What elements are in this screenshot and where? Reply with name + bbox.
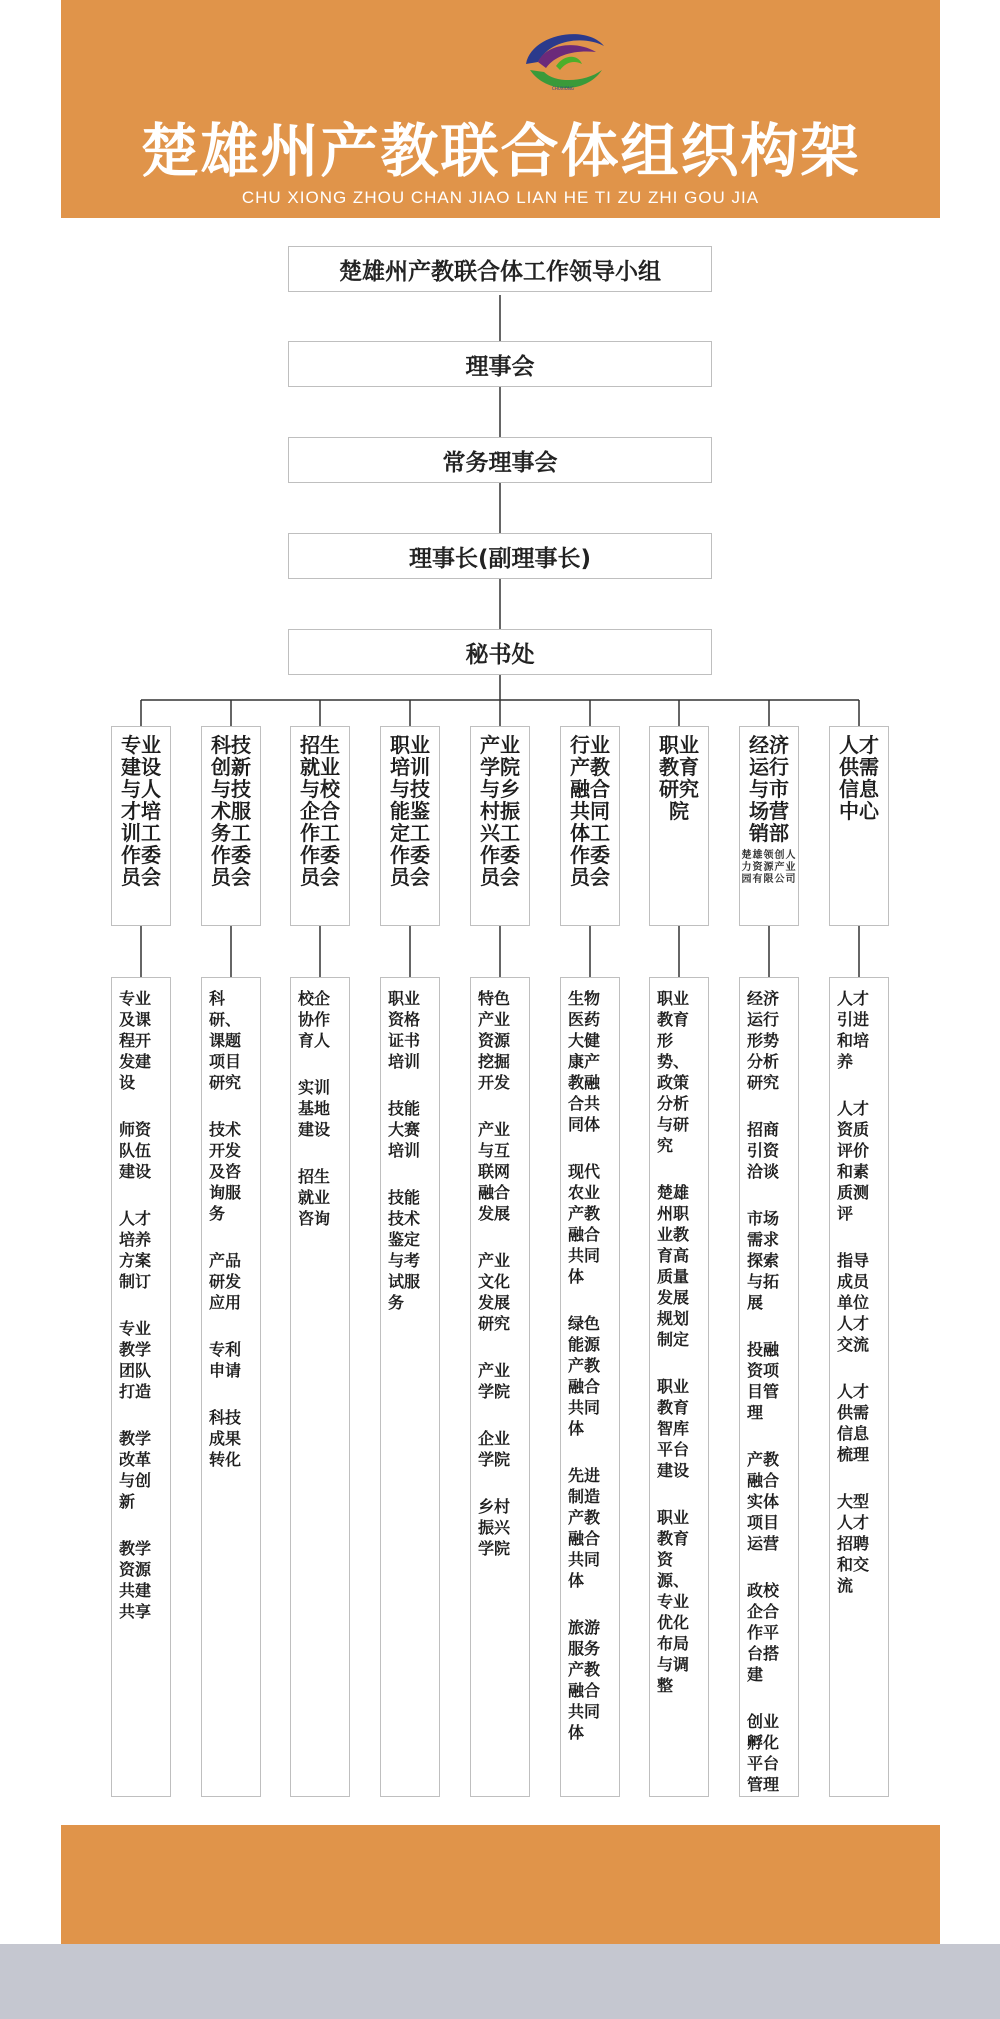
duty-item: 职业教育资源、专业优化布局与调整 bbox=[657, 1508, 690, 1695]
duty-item: 实训基地建设 bbox=[298, 1078, 331, 1139]
duties-box-tech-innovation bbox=[201, 977, 261, 1797]
duty-item: 投融资项目管理 bbox=[747, 1340, 780, 1422]
duty-item: 企业学院 bbox=[478, 1429, 511, 1469]
duty-item: 产业与互联网融合发展 bbox=[478, 1120, 511, 1223]
duties-box-economic-operation bbox=[739, 977, 799, 1797]
dept-box-talent-center bbox=[829, 726, 889, 926]
duty-item: 招生就业咨询 bbox=[298, 1167, 331, 1228]
dept-name: 经济运行与市场营销部 bbox=[749, 733, 789, 845]
svg-text:CHUXIONG: CHUXIONG bbox=[552, 86, 574, 91]
duty-item: 科研、课题项目研究 bbox=[209, 989, 242, 1092]
dept-name: 人才供需信息中心 bbox=[839, 733, 879, 823]
dept-box-tech-innovation bbox=[201, 726, 261, 926]
duty-item: 职业资格证书培训 bbox=[388, 989, 421, 1071]
duty-item: 专利申请 bbox=[209, 1340, 242, 1380]
duties-box-industry-college bbox=[470, 977, 530, 1797]
dept-box-research-institute bbox=[649, 726, 709, 926]
dept-name: 职业培训与技能鉴定工作委员会 bbox=[390, 733, 430, 889]
duty-item: 师资队伍建设 bbox=[119, 1120, 152, 1181]
duty-item: 创业孵化平台管理 bbox=[747, 1712, 780, 1794]
duty-item: 科技成果转化 bbox=[209, 1408, 242, 1469]
page-subtitle: CHU XIONG ZHOU CHAN JIAO LIAN HE TI ZU ZHI GOU JIA bbox=[241, 188, 760, 207]
duty-item: 教学改革与创新 bbox=[119, 1429, 152, 1511]
duties-box-talent-center bbox=[829, 977, 889, 1797]
duty-item: 人才供需信息梳理 bbox=[837, 1382, 870, 1464]
dept-name: 职业教育研究院 bbox=[659, 733, 699, 823]
dept-name: 专业建设与人才培训工作委员会 bbox=[121, 733, 161, 889]
duty-item: 人才培养方案制订 bbox=[119, 1209, 152, 1291]
dept-box-industry-college bbox=[470, 726, 530, 926]
duty-item: 产业学院 bbox=[478, 1361, 511, 1401]
duty-item: 专业教学团队打造 bbox=[119, 1319, 152, 1401]
duty-item: 校企协作育人 bbox=[298, 989, 331, 1050]
duty-item: 招商引资洽谈 bbox=[747, 1120, 780, 1181]
duty-item: 经济运行形势分析研究 bbox=[747, 989, 780, 1092]
duty-item: 特色产业资源挖掘开发 bbox=[478, 989, 511, 1092]
duty-item: 人才引进和培养 bbox=[837, 989, 870, 1071]
dept-box-industry-community bbox=[560, 726, 620, 926]
duty-item: 楚雄州职业教育高质量发展规划制定 bbox=[657, 1183, 690, 1349]
duty-item: 政校企合作平台搭建 bbox=[747, 1581, 780, 1684]
duty-item: 大型人才招聘和交流 bbox=[837, 1492, 870, 1595]
standing-council-box: 常务理事会 bbox=[288, 437, 712, 483]
bottom-band bbox=[0, 1944, 1000, 2019]
secretariat-box: 秘书处 bbox=[288, 629, 712, 675]
duty-item: 先进制造产教融合共同体 bbox=[568, 1466, 601, 1590]
duty-item: 指导成员单位人才交流 bbox=[837, 1251, 870, 1354]
duty-item: 产业文化发展研究 bbox=[478, 1251, 511, 1333]
dept-name: 行业产教融合共同体工作委员会 bbox=[570, 733, 610, 889]
duty-item: 职业教育形势、政策分析与研究 bbox=[657, 989, 690, 1155]
duty-item: 乡村振兴学院 bbox=[478, 1497, 511, 1558]
duty-item: 专业及课程开发建设 bbox=[119, 989, 152, 1092]
duty-item: 人才资质评价和素质测评 bbox=[837, 1099, 870, 1223]
duty-item: 旅游服务产教融合共同体 bbox=[568, 1618, 601, 1742]
dept-subname: 楚雄领创人力资源产业园有限公司 bbox=[741, 850, 797, 885]
duty-item: 产品研发应用 bbox=[209, 1251, 242, 1312]
dept-box-vocational-training bbox=[380, 726, 440, 926]
dept-name: 产业学院与乡村振兴工作委员会 bbox=[480, 733, 520, 889]
duties-box-industry-community bbox=[560, 977, 620, 1797]
duties-box-specialty-construction bbox=[111, 977, 171, 1797]
chairman-box: 理事长(副理事长) bbox=[288, 533, 712, 579]
duty-item: 绿色能源产教融合共同体 bbox=[568, 1314, 601, 1438]
duty-item: 生物医药大健康产教融合共同体 bbox=[568, 989, 601, 1134]
page-title: 楚雄州产教联合体组织构架 bbox=[140, 117, 861, 185]
duty-item: 职业教育智库平台建设 bbox=[657, 1377, 690, 1480]
dept-name: 科技创新与技术服务工作委员会 bbox=[211, 733, 251, 889]
duty-item: 技能大赛培训 bbox=[388, 1099, 421, 1160]
dept-name: 招生就业与校企合作工作委员会 bbox=[300, 733, 340, 889]
council-box: 理事会 bbox=[288, 341, 712, 387]
duty-item: 市场需求探索与拓展 bbox=[747, 1209, 780, 1312]
duties-box-enrollment bbox=[290, 977, 350, 1797]
leadership-group-box: 楚雄州产教联合体工作领导小组 bbox=[288, 246, 712, 292]
dept-box-enrollment bbox=[290, 726, 350, 926]
duty-item: 技能技术鉴定与考试服务 bbox=[388, 1188, 421, 1312]
duty-item: 技术开发及咨询服务 bbox=[209, 1120, 242, 1223]
duty-item: 教学资源共建共享 bbox=[119, 1539, 152, 1621]
dept-box-specialty-construction bbox=[111, 726, 171, 926]
duties-box-vocational-training bbox=[380, 977, 440, 1797]
footer-banner bbox=[61, 1825, 940, 1944]
duty-item: 产教融合实体项目运营 bbox=[747, 1450, 780, 1553]
duty-item: 现代农业产教融合共同体 bbox=[568, 1162, 601, 1286]
duties-box-research-institute bbox=[649, 977, 709, 1797]
dept-box-economic-operation bbox=[739, 726, 799, 926]
